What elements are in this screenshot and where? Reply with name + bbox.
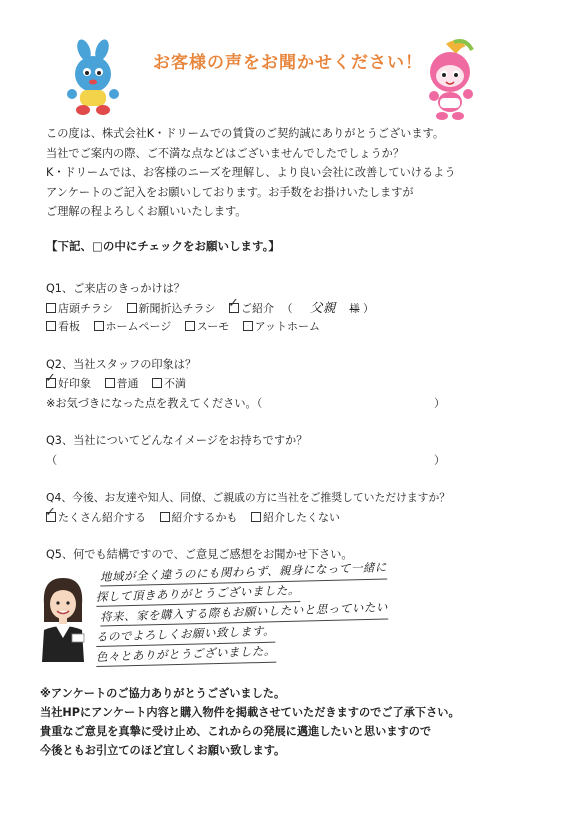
option-label: たくさん紹介する bbox=[58, 511, 146, 524]
q1-option-homepage[interactable] bbox=[94, 318, 172, 334]
footer-line: 当社HPにアンケート内容と購入物件を掲載させていただきますのでご了承下さい。 bbox=[40, 706, 460, 719]
q3-question: Q3、当社についてどんなイメージをお持ちですか？ bbox=[46, 434, 308, 447]
checkbox-checked[interactable] bbox=[45, 505, 56, 522]
footer-line: 貴重なご意見を真摯に受け止め、これからの発展に邁進したいと思いますので bbox=[40, 725, 432, 738]
q2-option-normal[interactable] bbox=[105, 375, 139, 391]
intro-text bbox=[46, 124, 546, 222]
q3-open-paren: （ bbox=[46, 454, 58, 467]
q4-options bbox=[45, 505, 350, 525]
option-label: 不満 bbox=[164, 377, 186, 390]
intro-line: アンケートのご記入をお願いしております。お手数をお掛けいたしますが bbox=[46, 185, 414, 199]
option-label: 紹介したくない bbox=[263, 511, 340, 524]
q1-option-suumo[interactable] bbox=[185, 318, 229, 334]
q1-option-store-flyer[interactable] bbox=[46, 300, 113, 316]
checkbox-checked[interactable] bbox=[45, 371, 56, 388]
checkbox[interactable] bbox=[46, 321, 56, 331]
comment-line: 探して頂きありがとうございました。 bbox=[95, 582, 301, 604]
checkbox[interactable] bbox=[185, 321, 195, 331]
option-label: ご紹介 bbox=[241, 302, 274, 315]
checkbox[interactable] bbox=[160, 512, 170, 522]
intro-line: この度は、株式会社K・ドリームでの賃貸のご契約誠にありがとうございます。 bbox=[46, 127, 445, 140]
q3-close-paren: ） bbox=[434, 454, 446, 467]
checkbox[interactable] bbox=[251, 512, 261, 522]
check-mark-icon: ✓ bbox=[45, 371, 56, 386]
option-label: 看板 bbox=[58, 320, 80, 333]
footer-line: ※アンケートのご協力ありがとうございました。 bbox=[40, 687, 286, 700]
checkbox[interactable] bbox=[46, 303, 56, 313]
checkbox[interactable] bbox=[127, 303, 137, 313]
option-label: 普通 bbox=[116, 377, 139, 390]
q1-option-athome[interactable] bbox=[243, 318, 320, 334]
q5-question: Q5、何でも結構ですので、ご意見ご感想をお聞かせ下さい。 bbox=[46, 548, 353, 561]
q1-options-row1 bbox=[46, 298, 374, 316]
q4-question: Q4、今後、お友達や知人、同僚、ご親戚の方に当社をご推奨していただけますか？ bbox=[46, 491, 451, 504]
option-label: アットホーム bbox=[254, 320, 320, 333]
intro-line: 当社でご案内の際、ご不満な点などはございませんでしたでしょうか？ bbox=[46, 146, 405, 160]
referral-answer: 父親 bbox=[310, 300, 337, 315]
q4-option-no[interactable] bbox=[251, 509, 340, 525]
q1-option-referral[interactable] bbox=[228, 296, 274, 316]
referral-open-paren: （ bbox=[281, 302, 293, 315]
option-label: 好印象 bbox=[58, 377, 91, 390]
footer-line: 今後ともお引立てのほど宜しくお願い致します。 bbox=[40, 744, 286, 757]
option-label: 新聞折込チラシ bbox=[138, 302, 216, 315]
checkbox[interactable] bbox=[94, 321, 104, 331]
intro-line: K・ドリームでは、お客様のニーズを理解し、より良い会社に改善していけるよう bbox=[46, 166, 456, 179]
q2-note: ※お気づきになった点を教えてください。（ bbox=[46, 397, 263, 410]
checkbox-checked[interactable] bbox=[228, 296, 239, 313]
q4-option-maybe[interactable] bbox=[160, 509, 238, 525]
q2-question: Q2、当社スタッフの印象は？ bbox=[46, 358, 197, 371]
q2-note-close-paren: ） bbox=[434, 397, 446, 410]
option-label: 紹介するかも bbox=[171, 511, 238, 524]
q2-option-good[interactable] bbox=[45, 371, 91, 391]
checkbox[interactable] bbox=[152, 378, 162, 388]
option-label: スーモ bbox=[196, 320, 230, 333]
q5-comment-area[interactable] bbox=[38, 559, 558, 675]
mascot-right-icon bbox=[416, 38, 486, 122]
q1-options-row2 bbox=[46, 318, 330, 334]
referral-suffix: 様 bbox=[349, 304, 360, 315]
q2-options bbox=[45, 371, 196, 391]
comment-line: 色々とありがとうございました。 bbox=[95, 643, 277, 664]
q1-option-signboard[interactable] bbox=[46, 318, 80, 334]
option-label: ホームページ bbox=[105, 320, 172, 333]
instruction-text: 【下記、□の中にチェックをお願いします。】 bbox=[46, 239, 280, 253]
q1-question: Q1、ご来店のきっかけは？ bbox=[46, 282, 185, 295]
checkbox[interactable] bbox=[105, 378, 115, 388]
q4-option-many[interactable] bbox=[45, 505, 146, 525]
option-label: 店頭チラシ bbox=[58, 302, 113, 315]
comment-line: 地域が全く違うのにも関わらず、親身になって一緒に bbox=[99, 559, 388, 584]
check-mark-icon: ✓ bbox=[228, 296, 239, 311]
page-title: お客様の声をお聞かせください！ bbox=[153, 53, 423, 73]
check-mark-icon: ✓ bbox=[45, 505, 56, 520]
footer-text bbox=[40, 684, 460, 760]
comment-line: るのでよろしくお願い致します。 bbox=[95, 623, 276, 644]
checkbox[interactable] bbox=[243, 321, 253, 331]
q1-option-newspaper-flyer[interactable] bbox=[127, 300, 216, 316]
q2-option-dissatisfied[interactable] bbox=[152, 375, 186, 391]
intro-line: ご理解の程よろしくお願いいたします。 bbox=[46, 205, 247, 218]
comment-line: 将来、家を購入する際もお願いしたいと思っていたい bbox=[99, 599, 389, 624]
referral-close-paren: ） bbox=[363, 302, 375, 315]
